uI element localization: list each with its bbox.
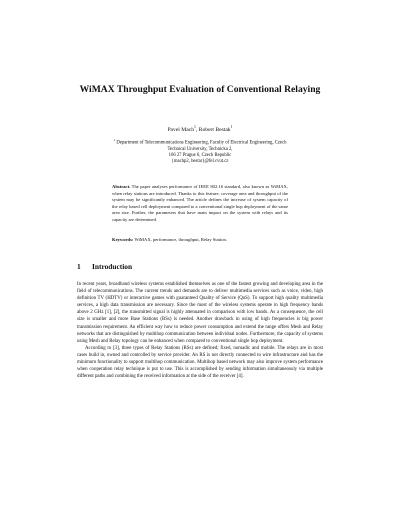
paper-title: WiMAX Throughput Evaluation of Conventional Relaying [79,84,321,95]
affiliation-line: 166 27 Prague 6, Czech Republic [168,152,232,158]
author-separator: , [195,127,199,133]
body-paragraph: In recent years, broadband wireless systems established themselves as one of the fastest growing and developing area in the field of telecommunications. The current trends and demands are to deliver multimedia services such as voice, video, high definition TV (HDTV) or interactive games with guaranteed Quality of Service (QoS). To support high quality multimedia services, a high data transmission are necessary. Since the most of the wireless systems operate in high frequency bands above 2 GHz [1], [2], the transmitted signal is highly attenuated in comparison with low bands. As a consequence, the cell size is smaller and more Base Stations (BSs) is needed. Another drawback in using of high frequencies is big power transmission requirement. An efficient way how to reduce power consumption and extend the range offers Mesh and Relay networks that are distinguished by multihop communication between individual nodes. Furthermore, the capacity of systems using Mesh and Relay topology can be enhanced when compared to conventional single hop deployment. [77,282,323,344]
author-name: Pavel Mach [167,127,194,133]
keywords-text: WiMAX, performance, throughput, Relay Station. [133,237,227,242]
section-heading [77,262,132,271]
affiliation-block [95,140,305,165]
body-paragraph: According to [3], three types of Relay Stations (RSs) are defined; fixed, nomadic and mobile. The relays are in most cases build in, owned and controlled by service provider. An RS is not directly connected to wire infrastructure and has the minimum functionality to support multihop communication. Multihop based network may also improve system performance when cooperation relay technique is put to use. This is accomplished by sending information simultaneously via multiple different paths and combining the received information at the side of the receiver [4]. [77,345,323,380]
section-title: Introduction [92,262,133,271]
abstract-text: The paper analyses performance of IEEE 802.16 standard, also known as WiMAX, when relay stations are introduced. Thanks to this feature, coverage area and throughput of the system may be significantly enhanced. The article defines the increase of system capacity of the relay based cell deployment compared to a conventional single hop deployment of the same area size. Further, the parameters that have main impact on the system with relays and its capacity are determined. [112,184,288,222]
author-affiliation-mark: 1 [230,125,233,130]
author-name: Robert Bestak [198,127,231,133]
section-body [77,281,323,380]
affiliation-mark: 1 [113,138,116,142]
section-number: 1 [77,262,81,271]
affiliation-line: Technical University, Technicka 2, [167,146,233,152]
abstract [112,184,288,223]
keywords [112,237,288,244]
abstract-label: Abstract. [112,184,131,189]
affiliation-email: {machp2, bestar}@fel.cvut.cz [171,159,229,165]
author-affiliation-mark: 1 [194,125,196,130]
author-list [70,127,330,134]
affiliation-line: $^1$ Department of Telecommunications Engineering, Faculty of Electrical Engineering, Czech [113,138,287,146]
keywords-label: Keywords: [112,237,134,242]
